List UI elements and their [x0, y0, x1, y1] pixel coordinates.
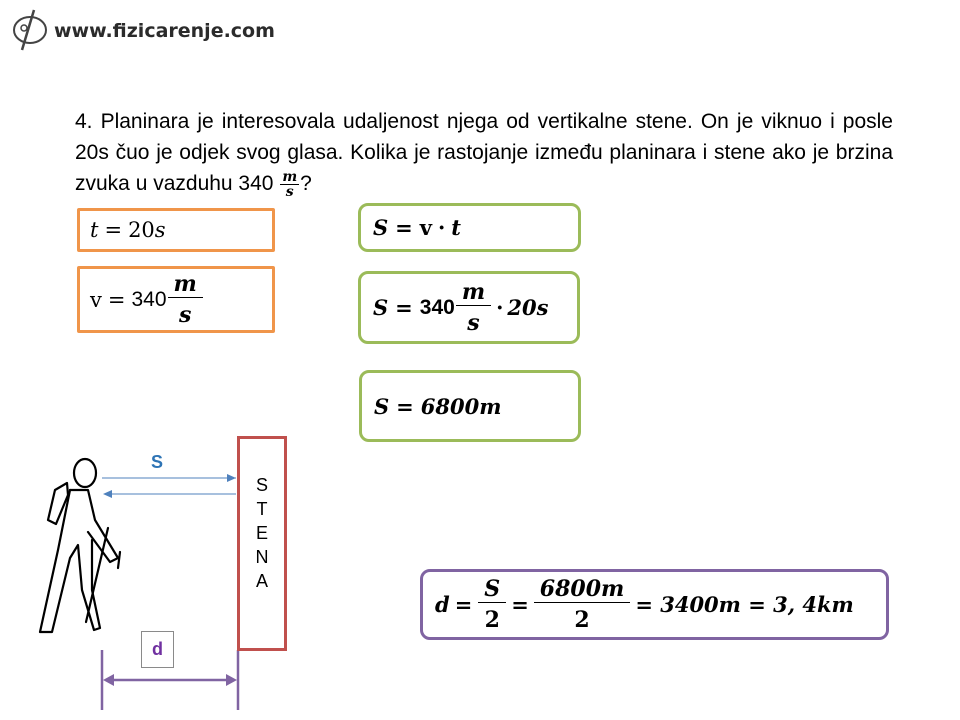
- distance-s-label: S: [151, 452, 164, 472]
- f2-value: 340: [419, 295, 455, 319]
- wall-letter: A: [255, 571, 268, 591]
- diagram-graphics: [0, 440, 240, 720]
- speed-denominator: s: [178, 302, 192, 328]
- site-logo-text[interactable]: www.fizicarenje.com: [54, 20, 275, 42]
- f3-eq: =: [396, 393, 414, 419]
- logo-icon: [8, 6, 52, 52]
- time-value: 20: [128, 218, 155, 242]
- final-fraction-1: [481, 576, 503, 633]
- final-answer-box: [420, 569, 889, 640]
- f2-dot: ·: [496, 295, 504, 320]
- hiker-icon: [40, 459, 120, 632]
- speed-eq: =: [107, 287, 126, 312]
- f1-lhs: S: [373, 215, 389, 240]
- given-speed-box: [77, 266, 275, 333]
- f2-denominator: s: [467, 310, 480, 336]
- echo-arrow-left: [103, 490, 236, 498]
- problem-body: 4. Planinara je interesovala udaljenost njega od vertikalne stene. On je viknuo i posle 20s čuo je odjek svog glasa. Kolika je rastojanje između planinara i stene ako je brzina zvuka u vazduhu 340: [75, 110, 893, 195]
- final-num1: S: [484, 576, 501, 602]
- f1-v: v: [419, 215, 432, 240]
- formula-result-box: [359, 370, 581, 442]
- unit-numerator: m: [282, 168, 298, 185]
- speed-unit-fraction: [281, 170, 298, 199]
- final-den2: 2: [574, 607, 590, 633]
- f2-fraction: [459, 279, 488, 336]
- final-den1: 2: [484, 607, 500, 633]
- wall-letter: T: [256, 499, 268, 519]
- wall-letter: S: [255, 475, 268, 495]
- formula-s-vt-box: [358, 203, 581, 252]
- f1-eq: =: [395, 215, 413, 240]
- f3-value: 6800m: [420, 393, 502, 419]
- time-var: t: [90, 218, 99, 242]
- wall-letter: E: [255, 523, 268, 543]
- final-num2: 6800m: [539, 576, 625, 602]
- problem-question-mark: ?: [300, 172, 312, 195]
- problem-text: [75, 106, 893, 199]
- wall-letter: N: [255, 547, 269, 567]
- f2-time: 20s: [507, 295, 549, 320]
- sound-arrow-right: [102, 474, 236, 482]
- final-eq2: =: [511, 592, 529, 617]
- time-unit: s: [154, 218, 166, 242]
- f2-eq: =: [395, 295, 413, 320]
- time-eq: =: [104, 218, 123, 242]
- final-lhs: d: [435, 592, 450, 617]
- f1-dot: ·: [437, 215, 446, 240]
- wall-label: [237, 473, 287, 593]
- f2-numerator: m: [461, 279, 486, 305]
- speed-numerator: m: [173, 271, 197, 297]
- f1-t: t: [451, 215, 461, 240]
- speed-fraction: [171, 271, 200, 328]
- unit-denominator: s: [285, 183, 294, 200]
- final-eq: =: [454, 592, 473, 617]
- f2-lhs: S: [373, 295, 389, 320]
- final-fraction-2: [537, 576, 628, 633]
- speed-value: 340: [131, 287, 167, 311]
- speed-var: v: [90, 287, 102, 312]
- distance-d-label: d: [141, 631, 174, 668]
- final-tail: = 3400m = 3, 4km: [635, 592, 854, 617]
- formula-substitution-box: [358, 271, 580, 344]
- given-time-box: [77, 208, 275, 252]
- f3-lhs: S: [374, 393, 390, 419]
